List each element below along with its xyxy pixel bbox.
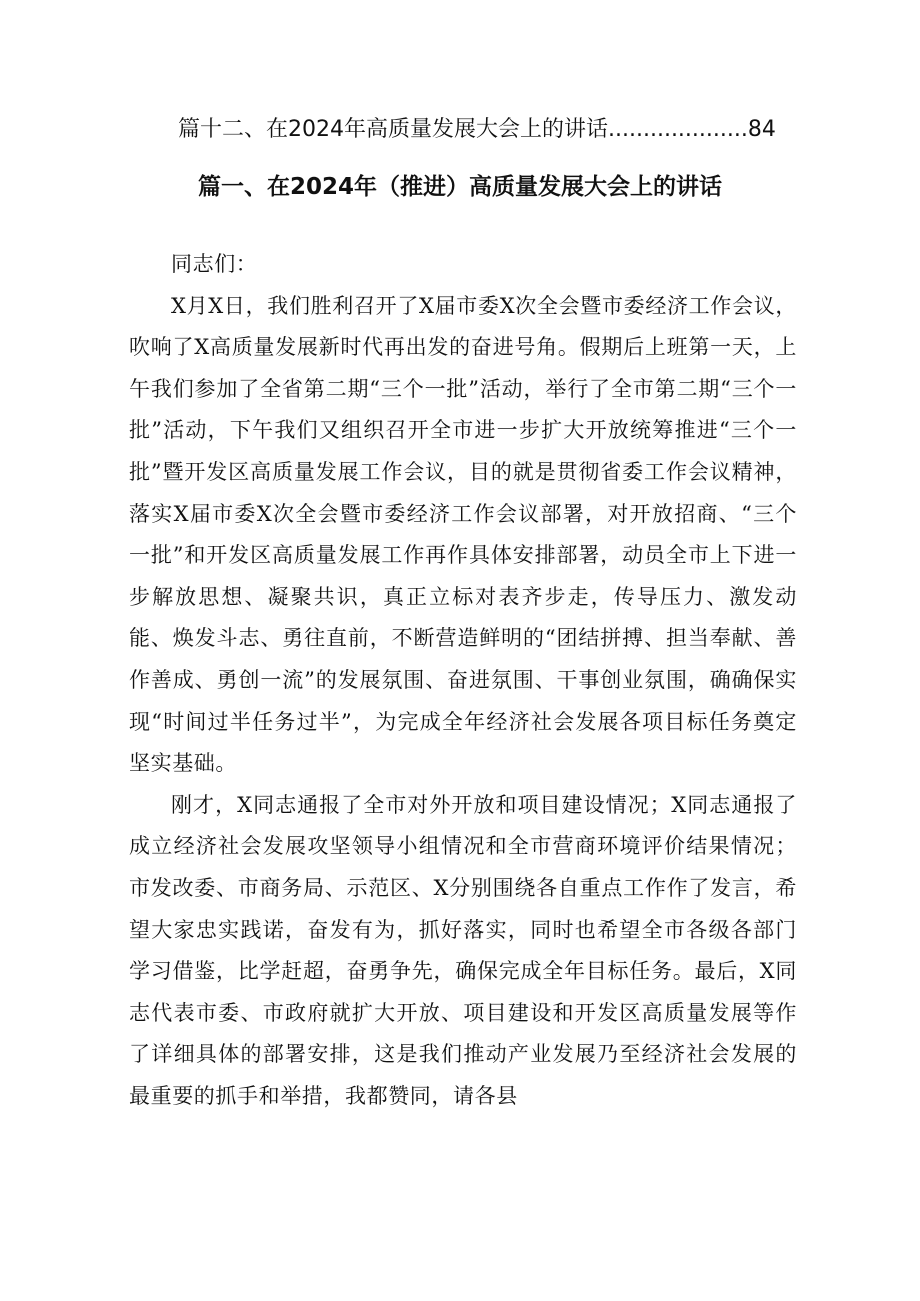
toc-leader-dots: ....................	[608, 117, 748, 142]
paragraph-2: 刚才，X同志通报了全市对外开放和项目建设情况；X同志通报了成立经济社会发展攻坚领导小组情况和全市营商环境评价结果情况；市发改委、市商务局、示范区、X分别围绕各自重点工作作了发言，希望大家忠实践诺，奋发有为，抓好落实，同时也希望全市各级各部门学习借鉴，比学赶超，奋勇争先，确保完成全年目标任务。最后，X同志代表市委、市政府就扩大开放、项目建设和开发区高质量发展等作了详细具体的部署安排，这是我们推动产业发展乃至经济社会发展的最重要的抓手和举措，我都赞同，请各县	[129, 792, 797, 1108]
toc-entry-title: 篇十二、在2024年高质量发展大会上的讲话	[178, 117, 608, 142]
document-body	[129, 244, 797, 1117]
toc-entry[interactable]	[178, 114, 778, 146]
toc-page-number: 84	[747, 117, 776, 142]
document-title: 篇一、在2024年（推进）高质量发展大会上的讲话	[197, 174, 722, 200]
salutation: 同志们：	[171, 252, 258, 276]
paragraph-1: X月X日，我们胜利召开了X届市委X次全会暨市委经济工作会议，吹响了X高质量发展新时代再出发的奋进号角。假期后上班第一天，上午我们参加了全省第二期“三个一批”活动，举行了全市第二期“三个一批”活动，下午我们又组织召开全市进一步扩大开放统筹推进“三个一批”暨开发区高质量发展工作会议，目的就是贯彻省委工作会议精神，落实X届市委X次全会暨市委经济工作会议部署，对开放招商、“三个一批”和开发区高质量发展工作再作具体安排部署，动员全市上下进一步解放思想、凝聚共识，真正立标对表齐步走，传导压力、激发动能、焕发斗志、勇往直前，不断营造鲜明的“团结拼搏、担当奉献、善作善成、勇创一流”的发展氛围、奋进氛围、干事创业氛围，确确保实现“时间过半任务过半”，为完成全年经济社会发展各项目标任务奠定坚实基础。	[129, 293, 797, 776]
